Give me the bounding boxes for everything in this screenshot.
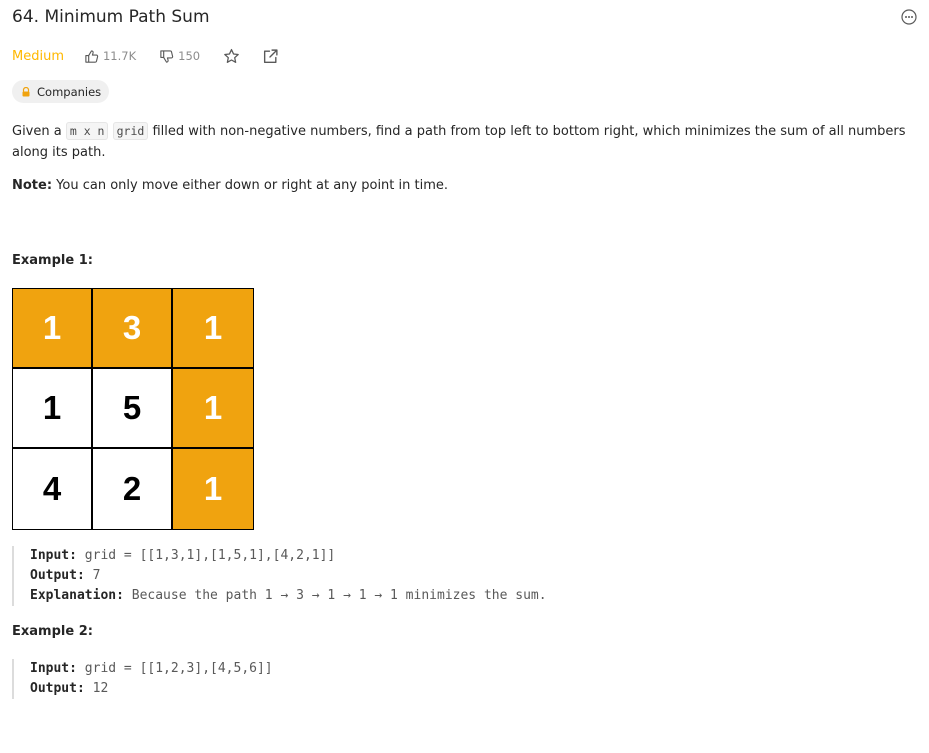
grid-cell: 1 bbox=[173, 369, 253, 449]
example-1-input-value: grid = [[1,3,1],[1,5,1],[4,2,1]] bbox=[76, 548, 336, 563]
difficulty-badge: Medium bbox=[12, 48, 64, 64]
example-1-grid-image bbox=[12, 288, 254, 530]
example-2-output-label: Output: bbox=[30, 681, 85, 696]
grid-cell: 4 bbox=[13, 449, 93, 529]
example-1-block bbox=[12, 546, 547, 606]
grid-cell: 1 bbox=[173, 289, 253, 369]
desc-text-3: filled with non-negative numbers, find a path from top left to bottom right, which minimizes the sum of all numbers along its path. bbox=[12, 124, 906, 160]
dislike-button[interactable] bbox=[159, 49, 200, 64]
grid-cell: 1 bbox=[173, 449, 253, 529]
page-title: 64. Minimum Path Sum bbox=[12, 7, 210, 27]
example-2-input-value: grid = [[1,2,3],[4,5,6]] bbox=[76, 661, 273, 676]
example-1-input-label: Input: bbox=[30, 548, 77, 563]
example-1-output-label: Output: bbox=[30, 568, 85, 583]
grid-cell: 5 bbox=[93, 369, 173, 449]
grid-cell: 1 bbox=[13, 369, 93, 449]
thumbs-down-icon bbox=[159, 49, 174, 64]
share-button[interactable] bbox=[262, 48, 279, 65]
companies-label: Companies bbox=[37, 84, 102, 99]
grid-cell: 3 bbox=[93, 289, 173, 369]
desc-text-2 bbox=[108, 124, 112, 139]
example-2-heading: Example 2: bbox=[12, 624, 93, 639]
more-options-icon[interactable] bbox=[901, 9, 917, 25]
thumbs-up-icon bbox=[84, 49, 99, 64]
share-icon bbox=[262, 48, 279, 65]
grid-cell: 1 bbox=[13, 289, 93, 369]
example-2-output-value: 12 bbox=[84, 681, 109, 696]
problem-note bbox=[12, 178, 448, 193]
example-2-block bbox=[12, 659, 273, 699]
like-button[interactable] bbox=[84, 49, 136, 64]
note-text: You can only move either down or right at any point in time. bbox=[52, 178, 449, 193]
problem-description bbox=[12, 121, 922, 163]
example-1-explanation-value: Because the path 1 → 3 → 1 → 1 → 1 minimizes the sum. bbox=[123, 588, 547, 603]
note-label: Note: bbox=[12, 178, 53, 193]
favorite-button[interactable] bbox=[223, 48, 240, 65]
desc-text-1: Given a bbox=[12, 124, 66, 139]
like-count: 11.7K bbox=[102, 49, 137, 63]
desc-code-dimensions: m x n bbox=[66, 122, 109, 140]
example-2-input-label: Input: bbox=[30, 661, 77, 676]
lock-icon bbox=[21, 87, 31, 97]
grid-cell: 2 bbox=[93, 449, 173, 529]
problem-meta-row bbox=[12, 45, 301, 67]
companies-tag[interactable] bbox=[12, 80, 109, 103]
dislike-count: 150 bbox=[178, 49, 201, 63]
desc-code-grid: grid bbox=[113, 122, 149, 140]
example-1-output-value: 7 bbox=[84, 568, 101, 583]
example-1-heading: Example 1: bbox=[12, 253, 93, 268]
star-icon bbox=[223, 48, 240, 65]
example-1-explanation-label: Explanation: bbox=[30, 588, 124, 603]
